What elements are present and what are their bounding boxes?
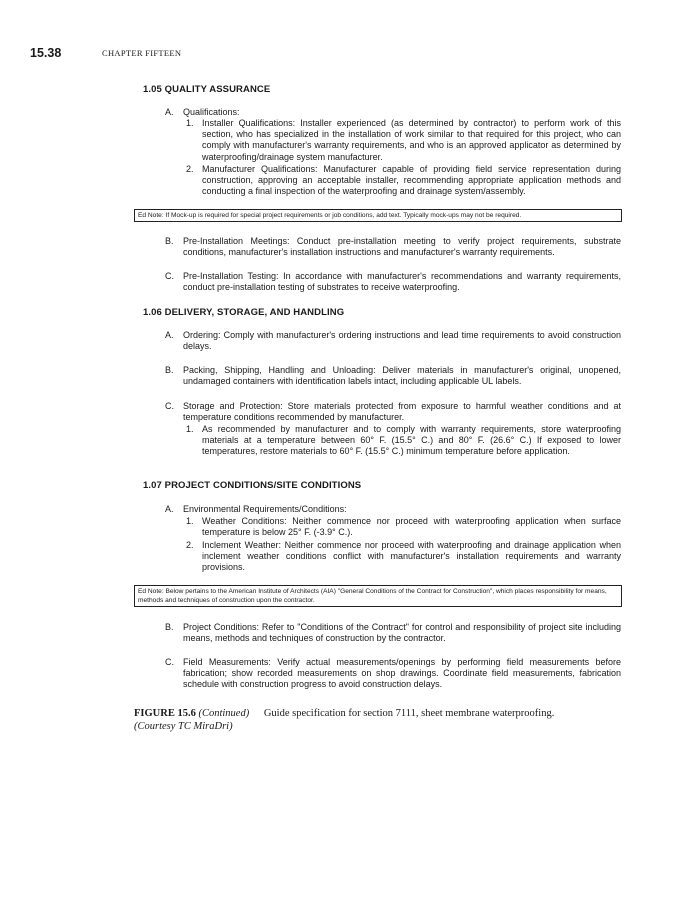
list-marker: B. <box>165 622 174 632</box>
list-marker: A. <box>165 330 174 340</box>
paragraph-storage-protection: Storage and Protection: Store materials protected from exposure to harmful weather conditions and at temperature conditions recommended by manufacturer. <box>183 401 621 423</box>
list-marker: 2. <box>186 540 194 550</box>
paragraph-manufacturer-qualifications: Manufacturer Qualifications: Manufacturer capable of providing field service representation during construction, approving an acceptable installer, recommending appropriate application methods and conducting a final inspection of the waterproofing and drainage system/assembly. <box>202 164 621 197</box>
chapter-title: CHAPTER FIFTEEN <box>102 48 182 58</box>
section-heading-1-06: 1.06 DELIVERY, STORAGE, AND HANDLING <box>143 307 345 318</box>
paragraph-environmental-requirements: Environmental Requirements/Conditions: <box>183 504 347 514</box>
list-marker: A. <box>165 504 174 514</box>
paragraph-storage-temperature: As recommended by manufacturer and to comply with warranty requirements, store waterproofing materials at a temperature between 60° F. (15.5° C.) and 80° F. (26.6° C.) If exposed to lower temperatures, restore materials to 60° F. (15.5° C.) minimum temperature before application. <box>202 424 621 457</box>
figure-label: FIGURE 15.6 <box>134 708 196 719</box>
paragraph-pre-installation-testing: Pre-Installation Testing: In accordance with manufacturer's recommendations and warranty requirements, conduct pre-installation testing of substrates to receive waterproofing. <box>183 271 621 293</box>
paragraph-pre-installation-meetings: Pre-Installation Meetings: Conduct pre-installation meeting to verify project requirements, substrate conditions, manufacturer's installation instructions and manufacturer's warranty requirements. <box>183 236 621 258</box>
paragraph-qualifications: Qualifications: <box>183 107 240 117</box>
figure-caption-text: Guide specification for section 7111, sheet membrane waterproofing. <box>263 708 555 719</box>
list-marker: 1. <box>186 118 194 128</box>
list-marker: 1. <box>186 516 194 526</box>
editor-note-aia: Ed Note: Below pertains to the American Institute of Architects (AIA) "General Conditions of the Contract for Construction", which places responsibility for means, methods and techniques of construction upon the contractor. <box>134 585 622 607</box>
list-marker: A. <box>165 107 174 117</box>
paragraph-weather-conditions: Weather Conditions: Neither commence nor proceed with waterproofing application when surface temperature is below 25° F. (-3.9° C.). <box>202 516 621 538</box>
figure-continued: (Continued) <box>198 708 250 719</box>
section-heading-1-07: 1.07 PROJECT CONDITIONS/SITE CONDITIONS <box>143 480 362 491</box>
paragraph-field-measurements: Field Measurements: Verify actual measurements/openings by performing field measurements before fabrication; show recorded measurements on shop drawings. Coordinate field measurements, fabrication schedule with construction progress to avoid construction delays. <box>183 657 621 690</box>
list-marker: C. <box>165 271 174 281</box>
list-marker: 2. <box>186 164 194 174</box>
figure-courtesy: (Courtesy TC MiraDri) <box>134 721 233 732</box>
editor-note-mockup: Ed Note: If Mock-up is required for special project requirements or job conditions, add text. Typically mock-ups may not be required. <box>134 209 622 222</box>
paragraph-ordering: Ordering: Comply with manufacturer's ordering instructions and lead time requirements to avoid construction delays. <box>183 330 621 352</box>
paragraph-inclement-weather: Inclement Weather: Neither commence nor proceed with waterproofing and drainage application when inclement weather conditions conflict with manufacturer's installation requirements and warranty provisions. <box>202 540 621 573</box>
paragraph-installer-qualifications: Installer Qualifications: Installer experienced (as determined by contractor) to perform work of this section, who has specialized in the installation of work similar to that required for this project, who can comply with manufacturer's warranty requirements, and who is an approved applicator as determined by waterproofing/drainage system manufacturer. <box>202 118 621 162</box>
list-marker: C. <box>165 401 174 411</box>
paragraph-packing-shipping: Packing, Shipping, Handling and Unloading: Deliver materials in manufacturer's original, unopened, undamaged containers with identification labels intact, including applicable UL labels. <box>183 365 621 387</box>
section-heading-1-05: 1.05 QUALITY ASSURANCE <box>143 84 271 95</box>
list-marker: B. <box>165 365 174 375</box>
list-marker: B. <box>165 236 174 246</box>
page-number: 15.38 <box>30 46 62 60</box>
paragraph-project-conditions: Project Conditions: Refer to "Conditions of the Contract" for control and responsibility of project site including means, methods and techniques of construction by the contractor. <box>183 622 621 644</box>
list-marker: 1. <box>186 424 194 434</box>
list-marker: C. <box>165 657 174 667</box>
figure-caption <box>134 707 624 733</box>
